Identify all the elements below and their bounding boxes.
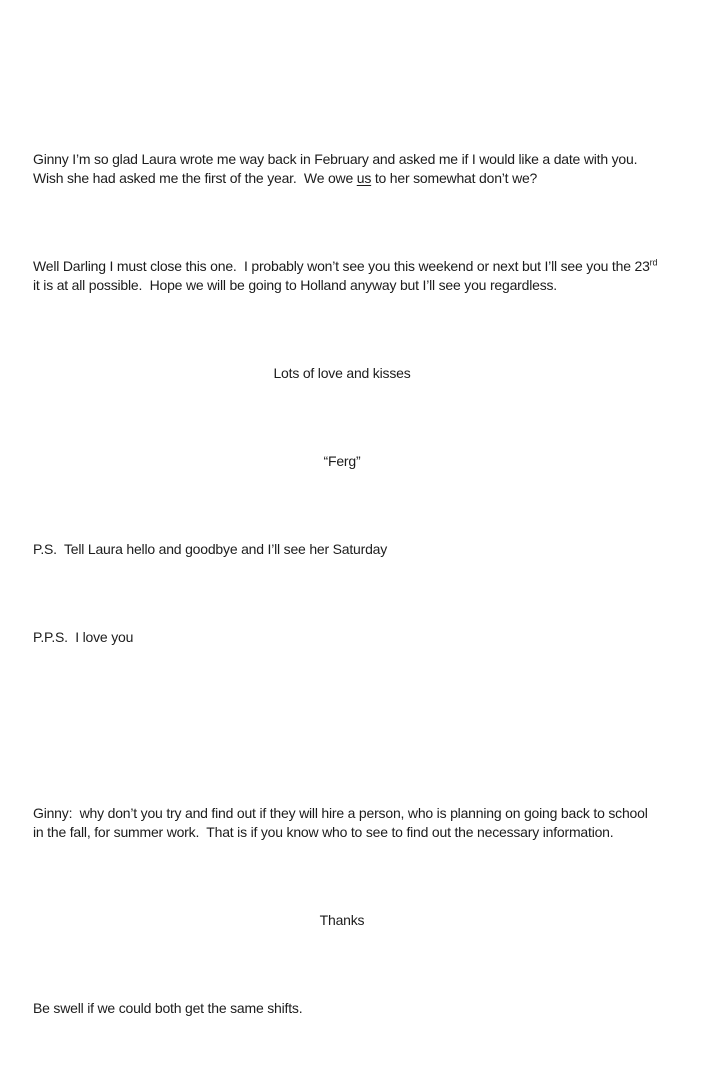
ginny-note-line-1: Ginny: why don’t you try and find out if they will hire a person, who is planning on going back to school xyxy=(33,805,648,821)
valediction: Lots of love and kisses xyxy=(273,365,411,381)
intro-line-2-after: to her somewhat don’t we? xyxy=(371,170,538,186)
ordinal-superscript: rd xyxy=(649,257,658,268)
postscript: P.S. Tell Laura hello and goodbye and I’ll see her Saturday xyxy=(33,541,388,557)
closing-line-2: it is at all possible. Hope we will be going to Holland anyway but I’ll see you regardless. xyxy=(33,277,557,293)
paragraph-closing xyxy=(33,257,720,295)
underlined-word-us: us xyxy=(356,170,372,186)
final-line: Be swell if we could both get the same shifts. xyxy=(33,1000,303,1016)
paragraph-ginny-note xyxy=(33,804,720,842)
intro-line-1: Ginny I’m so glad Laura wrote me way back in February and asked me if I would like a date with you. xyxy=(33,151,638,167)
post-postscript: P.P.S. I love you xyxy=(33,629,134,645)
paragraph-intro xyxy=(33,150,720,188)
thanks-line: Thanks xyxy=(319,912,365,928)
closing-line-1: Well Darling I must close this one. I probably won’t see you this weekend or next but I’ll see you the 23 xyxy=(33,258,650,274)
ginny-note-line-2: in the fall, for summer work. That is if you know who to see to find out the necessary information. xyxy=(33,824,614,840)
signature: “Ferg” xyxy=(323,453,361,469)
blank-line xyxy=(33,716,720,735)
intro-line-2-before: Wish she had asked me the first of the year. We owe xyxy=(33,170,357,186)
